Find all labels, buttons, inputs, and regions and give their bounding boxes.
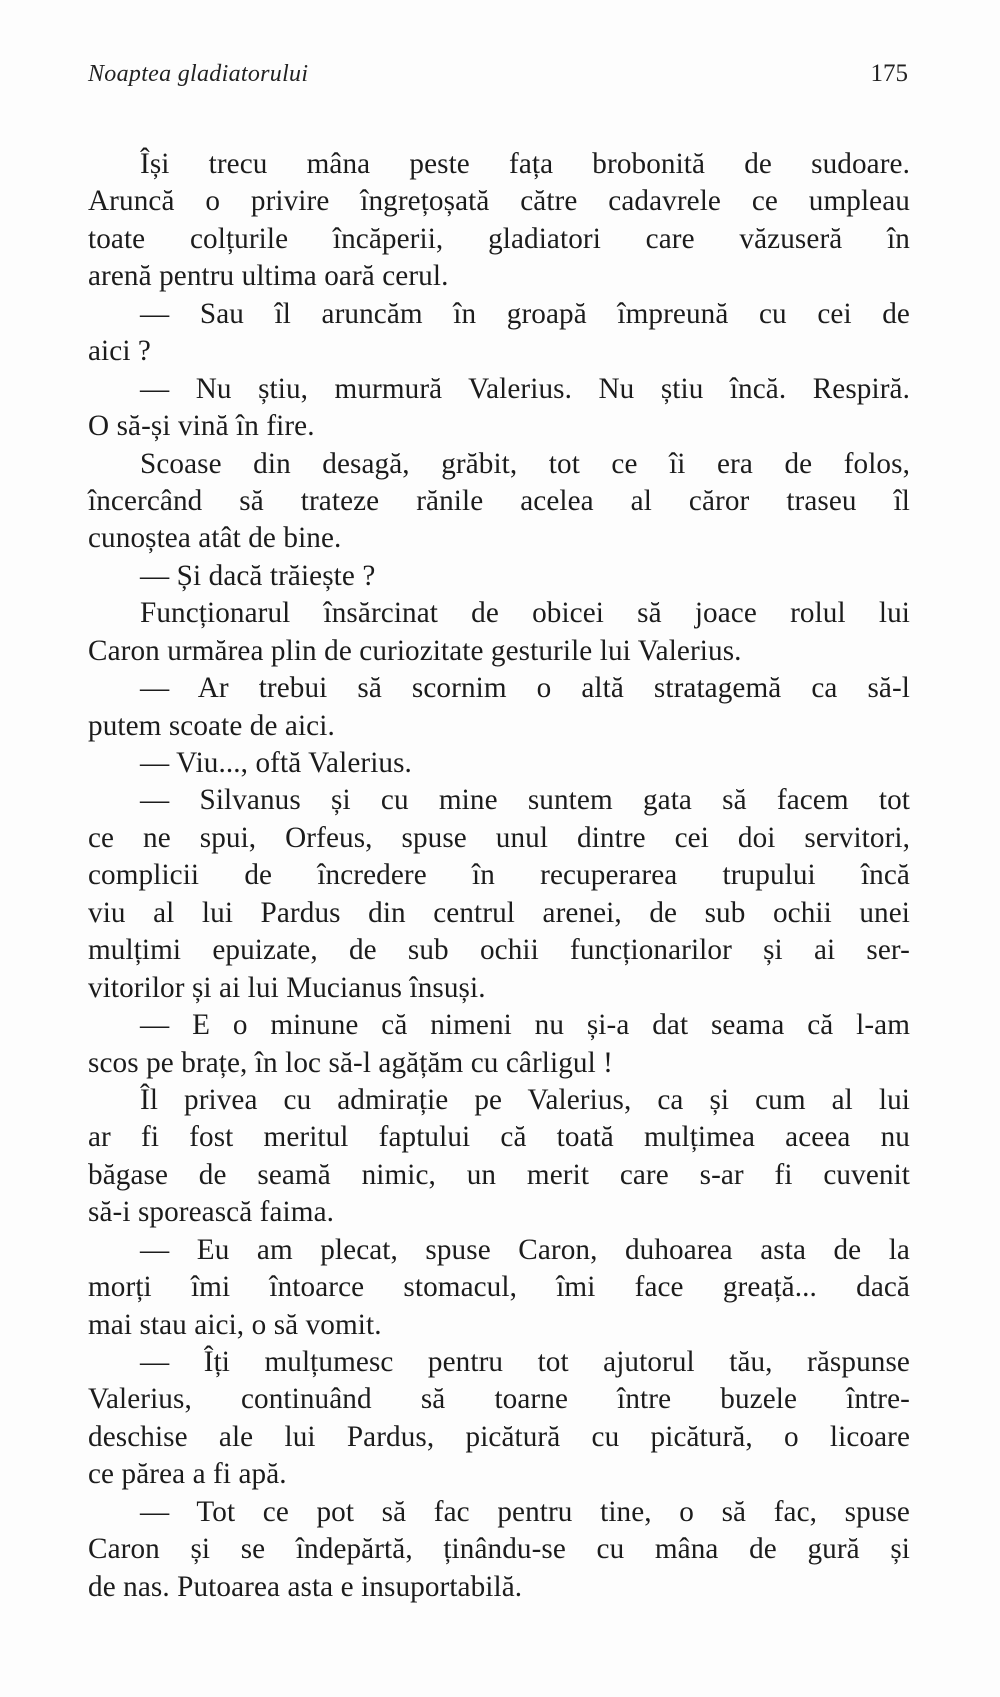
dialogue-paragraph [88, 745, 910, 782]
text-line: putem scoate de aici. [88, 709, 335, 742]
text-line: — Tot ce pot să fac pentru tine, o să fac, spuse [140, 1495, 910, 1528]
text-line: deschise ale lui Pardus, picătură cu picătură, o licoare [88, 1420, 910, 1453]
dialogue-paragraph [88, 1494, 910, 1606]
text-line: ce părea a fi apă. [88, 1458, 287, 1491]
dialogue-paragraph [88, 782, 910, 1007]
text-line: vitorilor și ai lui Mucianus însuși. [88, 971, 486, 1004]
text-line: Funcționarul însărcinat de obicei să joace rolul lui [140, 597, 910, 630]
book-page [88, 60, 910, 1606]
dialogue-paragraph [88, 670, 910, 745]
text-line: — Îți mulțumesc pentru tot ajutorul tău, răspunse [140, 1346, 910, 1378]
dialogue-paragraph [88, 558, 910, 595]
text-line: — Viu..., oftă Valerius. [140, 747, 412, 779]
body-text [88, 146, 910, 1606]
dialogue-paragraph [88, 1344, 910, 1494]
text-line: — E o minune că nimeni nu și-a dat seama că l-am [140, 1009, 910, 1042]
narration-paragraph [88, 446, 910, 558]
text-line: Îl privea cu admirație pe Valerius, ca și cum al lui [140, 1083, 910, 1116]
text-line: aici ? [88, 335, 151, 368]
text-line: mulțimi epuizate, de sub ochii funcționarilor și ai ser- [88, 934, 910, 967]
running-title: Noaptea gladiatorului [88, 61, 309, 87]
text-line: O să-și vină în fire. [88, 410, 315, 443]
text-line: — Și dacă trăiește ? [140, 559, 376, 592]
page-number: 175 [870, 60, 908, 87]
running-head [88, 60, 910, 106]
dialogue-paragraph [88, 371, 910, 446]
text-line: băgase de seamă nimic, un merit care s-ar fi cuvenit [88, 1158, 910, 1191]
text-line: arenă pentru ultima oară cerul. [88, 260, 449, 293]
narration-paragraph [88, 146, 910, 296]
text-line: Scoase din desagă, grăbit, tot ce îi era de folos, [140, 447, 910, 480]
text-line: scos pe brațe, în loc să-l agățăm cu cârligul ! [88, 1046, 614, 1079]
text-line: Își trecu mâna peste fața brobonită de sudoare. [140, 148, 910, 180]
text-line: — Eu am plecat, spuse Caron, duhoarea asta de la [140, 1233, 910, 1266]
text-line: de nas. Putoarea asta e insuportabilă. [88, 1570, 523, 1603]
dialogue-paragraph [88, 1007, 910, 1082]
dialogue-paragraph [88, 1232, 910, 1344]
text-line: — Nu știu, murmură Valerius. Nu știu încă. Respiră. [140, 372, 910, 405]
text-line: mai stau aici, o să vomit. [88, 1308, 382, 1341]
text-line: încercând să trateze rănile acelea al căror traseu îl [88, 484, 910, 517]
text-line: Caron urmărea plin de curiozitate gesturile lui Valerius. [88, 634, 742, 667]
narration-paragraph [88, 1082, 910, 1232]
text-line: — Ar trebui să scornim o altă stratagemă ca să-l [140, 672, 910, 705]
dialogue-paragraph [88, 296, 910, 371]
text-line: complicii de încredere în recuperarea trupului încă [88, 859, 910, 892]
text-line: Valerius, continuând să toarne între buzele între- [88, 1383, 910, 1416]
text-line: ce ne spui, Orfeus, spuse unul dintre cei doi servitori, [88, 821, 910, 854]
text-line: cunoștea atât de bine. [88, 522, 342, 555]
text-line: Caron și se îndepărtă, ținându-se cu mâna de gură și [88, 1533, 910, 1566]
text-line: Aruncă o privire îngrețoșată către cadavrele ce umpleau [88, 185, 910, 218]
text-line: — Sau îl aruncăm în groapă împreună cu cei de [140, 297, 910, 330]
text-line: morți îmi întoarce stomacul, îmi face greață... dacă [88, 1271, 910, 1304]
text-line: viu al lui Pardus din centrul arenei, de sub ochii unei [88, 896, 910, 929]
text-line: ar fi fost meritul faptului că toată mulțimea aceea nu [88, 1121, 910, 1154]
text-line: — Silvanus și cu mine suntem gata să facem tot [140, 784, 910, 817]
text-line: toate colțurile încăperii, gladiatori care văzuseră în [88, 222, 910, 255]
text-line: să-i sporească faima. [88, 1196, 335, 1229]
narration-paragraph [88, 595, 910, 670]
